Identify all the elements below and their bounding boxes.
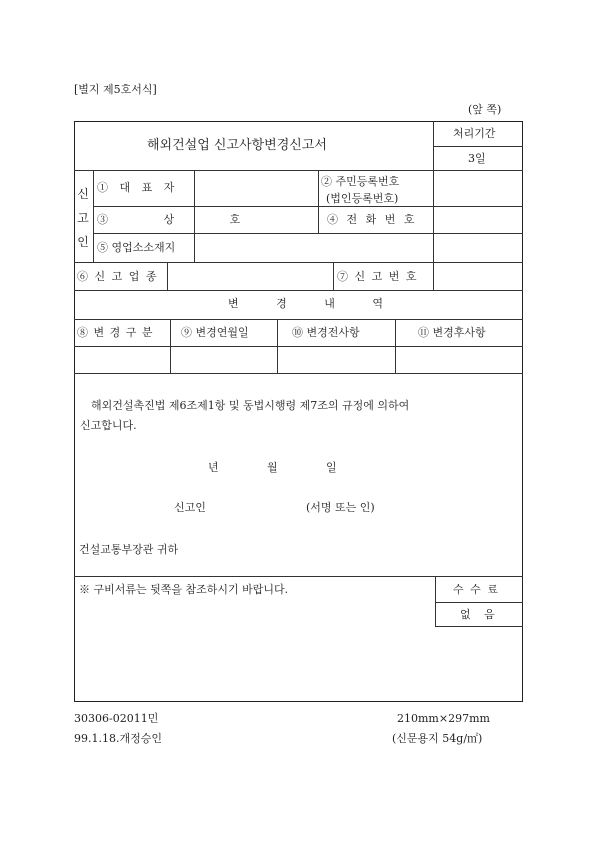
footer-size: 210mm×297mm <box>397 712 490 725</box>
representative-label: ① 대 표 자 <box>97 181 175 194</box>
footer-paper: (신문용지 54g/㎡) <box>392 732 483 745</box>
form-number: [별지 제5호서식] <box>74 83 157 96</box>
rule <box>333 262 334 290</box>
rule <box>170 319 171 373</box>
rule <box>93 170 94 262</box>
rule <box>167 262 168 290</box>
page-side-label: (앞 쪽) <box>468 103 502 116</box>
addressee: 건설교통부장관 귀하 <box>79 543 179 556</box>
rule <box>435 602 523 603</box>
fee-label: 수 수 료 <box>453 583 498 596</box>
rule <box>318 170 319 233</box>
rule <box>435 626 523 627</box>
statement-line-1: 해외건설촉진법 제6조제1항 및 동법시행령 제7조의 규정에 의하여 <box>91 399 410 412</box>
rule <box>395 319 396 373</box>
report-number-label: ⑦ 신 고 번 호 <box>337 270 417 283</box>
rule <box>93 233 523 234</box>
processing-period-value: 3일 <box>468 152 486 165</box>
fee-value: 없 음 <box>460 608 495 621</box>
date-month: 월 <box>267 461 278 474</box>
signer-label: 신고인 <box>174 501 206 514</box>
resident-number-label: ② 주민등록번호 <box>321 175 400 188</box>
statement-line-2: 신고합니다. <box>80 419 137 432</box>
rule <box>74 319 523 320</box>
footer-code: 30306-02011민 <box>74 712 159 725</box>
rule <box>74 262 523 263</box>
rule <box>433 262 434 290</box>
rule <box>433 121 434 262</box>
processing-period-label: 처리기간 <box>453 127 496 140</box>
before-change-header: ⑩ 변경전사항 <box>292 326 360 339</box>
office-address-label: ⑤ 영업소소재지 <box>97 241 176 254</box>
rule <box>93 206 523 207</box>
rule <box>435 576 436 626</box>
footer-revision: 99.1.18.개정승인 <box>74 732 162 745</box>
trade-name-label: ③ 상 호 <box>97 213 241 226</box>
business-type-label: ⑥ 신 고 업 종 <box>77 270 157 283</box>
rule <box>74 576 523 577</box>
form-title: 해외건설업 신고사항변경신고서 <box>147 138 327 153</box>
changes-header: 변 경 내 역 <box>228 297 383 310</box>
rule <box>74 373 523 374</box>
change-type-header: ⑧ 변 경 구 분 <box>77 326 153 339</box>
applicant-label: 신고인 <box>77 187 89 249</box>
corporate-number-label: (법인등록번호) <box>326 192 399 205</box>
date-day: 일 <box>326 461 337 474</box>
date-year: 년 <box>208 461 219 474</box>
rule <box>74 346 523 347</box>
rule <box>74 170 523 171</box>
rule <box>433 146 523 147</box>
rule <box>74 290 523 291</box>
change-date-header: ⑨ 변경연월일 <box>181 326 249 339</box>
signature-mark: (서명 또는 인) <box>306 501 375 514</box>
phone-label: ④ 전 화 번 호 <box>327 213 415 226</box>
rule <box>277 319 278 373</box>
after-change-header: ⑪ 변경후사항 <box>418 326 486 339</box>
attachment-note: ※ 구비서류는 뒷쪽을 참조하시기 바랍니다. <box>79 583 289 596</box>
